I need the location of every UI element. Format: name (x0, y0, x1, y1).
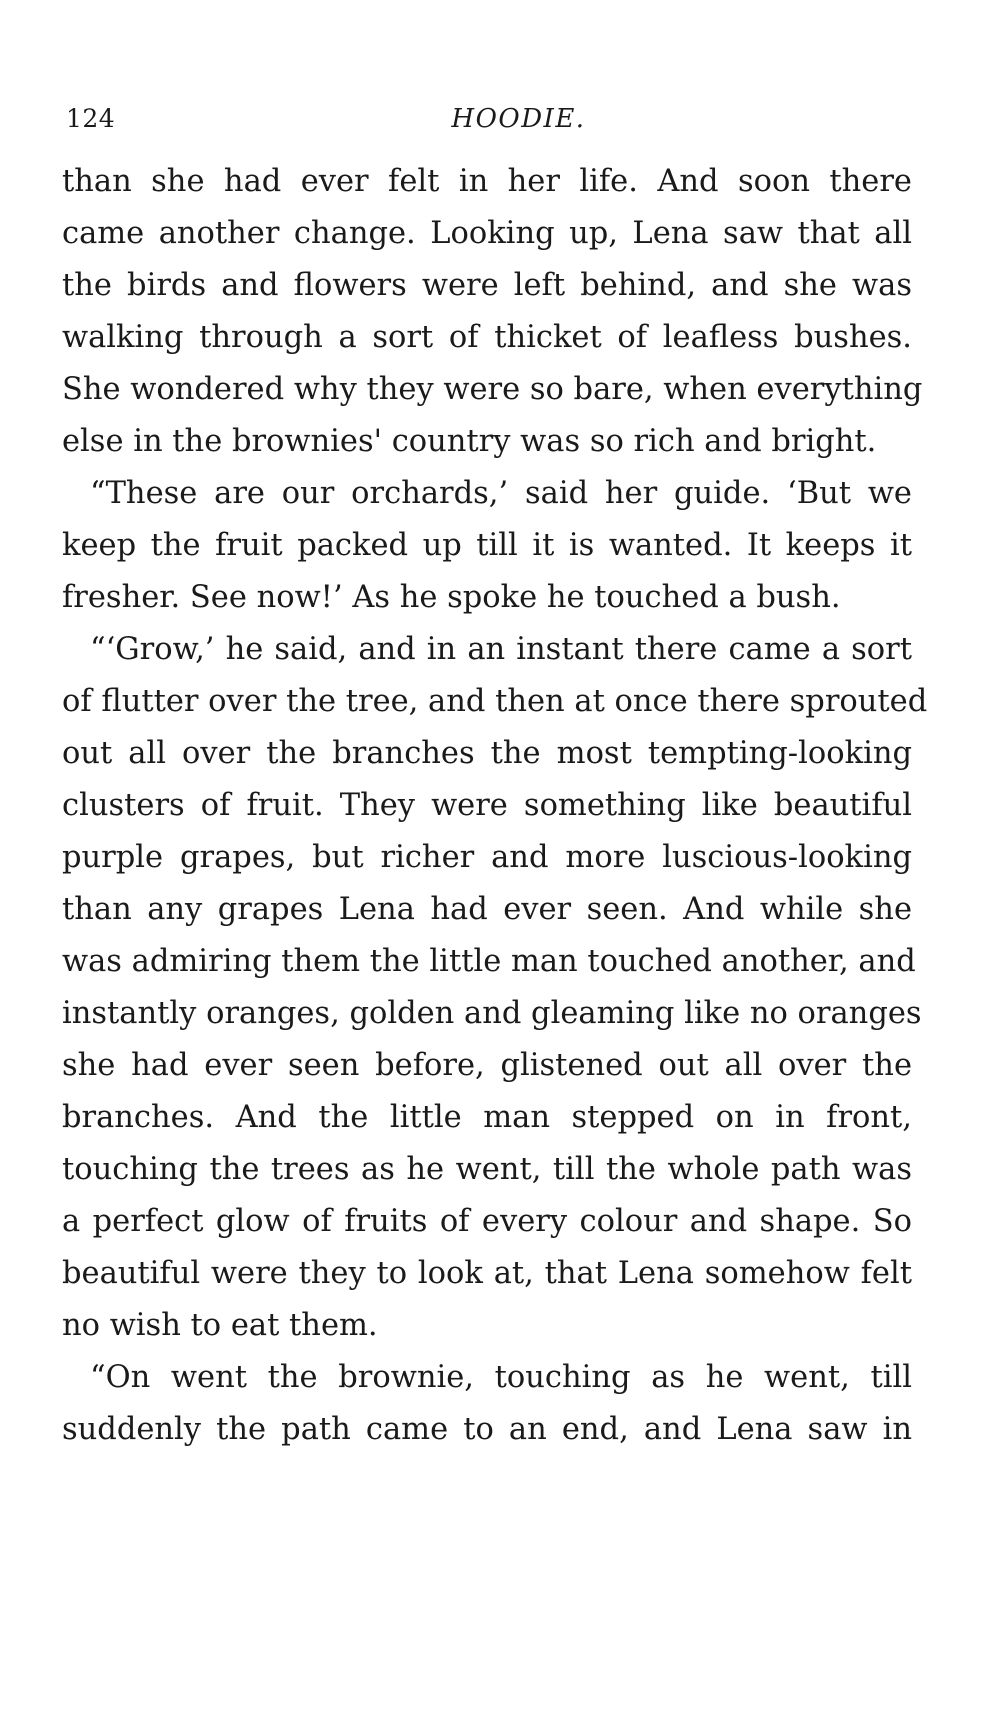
text-line: “On went the brownie, touching as he went, till (90, 1360, 912, 1395)
text-line: no wish to eat them. (62, 1308, 378, 1343)
text-line: clusters of fruit. They were something like beautiful (62, 788, 912, 823)
text-line: the birds and flowers were left behind, and she was (62, 268, 912, 303)
text-line: She wondered why they were so bare, when everything (62, 372, 923, 407)
paragraph (62, 1352, 912, 1456)
text-line: branches. And the little man stepped on in front, (62, 1100, 912, 1135)
text-line: instantly oranges, golden and gleaming like no oranges (62, 996, 922, 1031)
text-line: than she had ever felt in her life. And soon there (62, 164, 912, 199)
running-head (66, 104, 911, 144)
paragraph (62, 468, 912, 624)
text-line: out all over the branches the most tempting-looking (62, 736, 912, 771)
text-line: came another change. Looking up, Lena saw that all (62, 216, 912, 251)
text-line: of flutter over the tree, and then at once there sprouted (62, 684, 928, 719)
page-number: 124 (66, 104, 116, 133)
text-line: keep the fruit packed up till it is wanted. It keeps it (62, 528, 912, 563)
text-line: touching the trees as he went, till the whole path was (62, 1152, 912, 1187)
running-title: HOODIE. (451, 104, 586, 134)
body-text (62, 156, 928, 1456)
text-line: was admiring them the little man touched another, and (62, 944, 916, 979)
text-line: beautiful were they to look at, that Lena somehow felt (62, 1256, 912, 1291)
text-line: fresher. See now!’ As he spoke he touched a bush. (62, 580, 841, 615)
text-line: purple grapes, but richer and more luscious-looking (62, 840, 912, 875)
paragraph (62, 624, 928, 1352)
text-line: “‘Grow,’ he said, and in an instant there came a sort (90, 632, 912, 667)
text-line: she had ever seen before, glistened out all over the (62, 1048, 912, 1083)
text-line: than any grapes Lena had ever seen. And while she (62, 892, 912, 927)
text-line: a perfect glow of fruits of every colour and shape. So (62, 1204, 912, 1239)
text-line: walking through a sort of thicket of leafless bushes. (62, 320, 912, 355)
text-line: suddenly the path came to an end, and Lena saw in (62, 1412, 912, 1447)
text-line: else in the brownies' country was so rich and bright. (62, 424, 877, 459)
text-line: “These are our orchards,’ said her guide. ‘But we (90, 476, 912, 511)
paragraph (62, 156, 923, 468)
